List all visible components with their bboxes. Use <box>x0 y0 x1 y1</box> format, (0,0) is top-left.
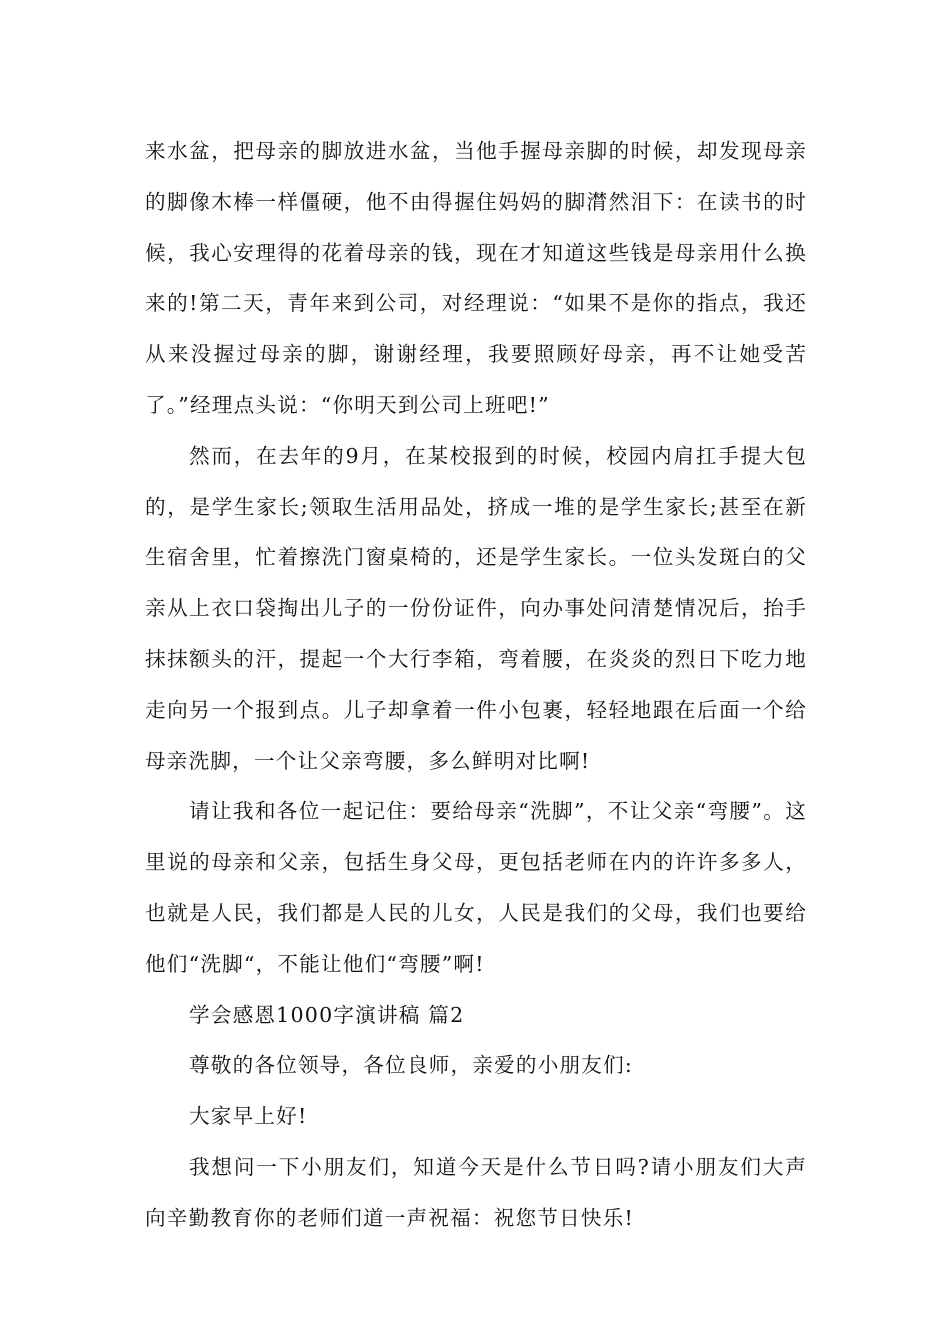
paragraph-school-registration: 然而，在去年的9月，在某校报到的时候，校园内肩扛手提大包的，是学生家长;领取生活用品处，挤成一堆的是学生家长;甚至在新生宿舍里，忙着擦洗门窗桌椅的，还是学生家长。一位头发斑白的父亲从上衣口袋掏出儿子的一份份证件，向办事处问清楚情况后，抬手抹抹额头的汗，提起一个大行李箱，弯着腰，在炎炎的烈日下吃力地走向另一个报到点。儿子却拿着一件小包裹，轻轻地跟在后面一个给母亲洗脚，一个让父亲弯腰，多么鲜明对比啊! <box>145 443 807 773</box>
paragraph-remember: 请让我和各位一起记住：要给母亲“洗脚”，不让父亲“弯腰”。这里说的母亲和父亲，包括生身父母，更包括老师在内的许许多多人，也就是人民，我们都是人民的儿女，人民是我们的父母，我们也要给他们“洗脚“，不能让他们“弯腰”啊! <box>145 799 807 976</box>
document-body <box>145 126 807 1244</box>
paragraph-continuation: 来水盆，把母亲的脚放进水盆，当他手握母亲脚的时候，却发现母亲的脚像木棒一样僵硬，他不由得握住妈妈的脚潸然泪下：在读书的时候，我心安理得的花着母亲的钱，现在才知道这些钱是母亲用什么换来的!第二天，青年来到公司，对经理说：“如果不是你的指点，我还从来没握过母亲的脚，谢谢经理，我要照顾好母亲，再不让她受苦了。”经理点头说：“你明天到公司上班吧!” <box>145 139 807 417</box>
paragraph-salutation: 尊敬的各位领导，各位良师，亲爱的小朋友们: <box>189 1053 634 1078</box>
section-heading: 学会感恩1000字演讲稿 篇2 <box>189 1002 465 1027</box>
paragraph-question: 我想问一下小朋友们，知道今天是什么节日吗?请小朋友们大声向辛勤教育你的老师们道一声祝福：祝您节日快乐! <box>145 1154 807 1230</box>
paragraph-greeting: 大家早上好! <box>189 1104 308 1129</box>
